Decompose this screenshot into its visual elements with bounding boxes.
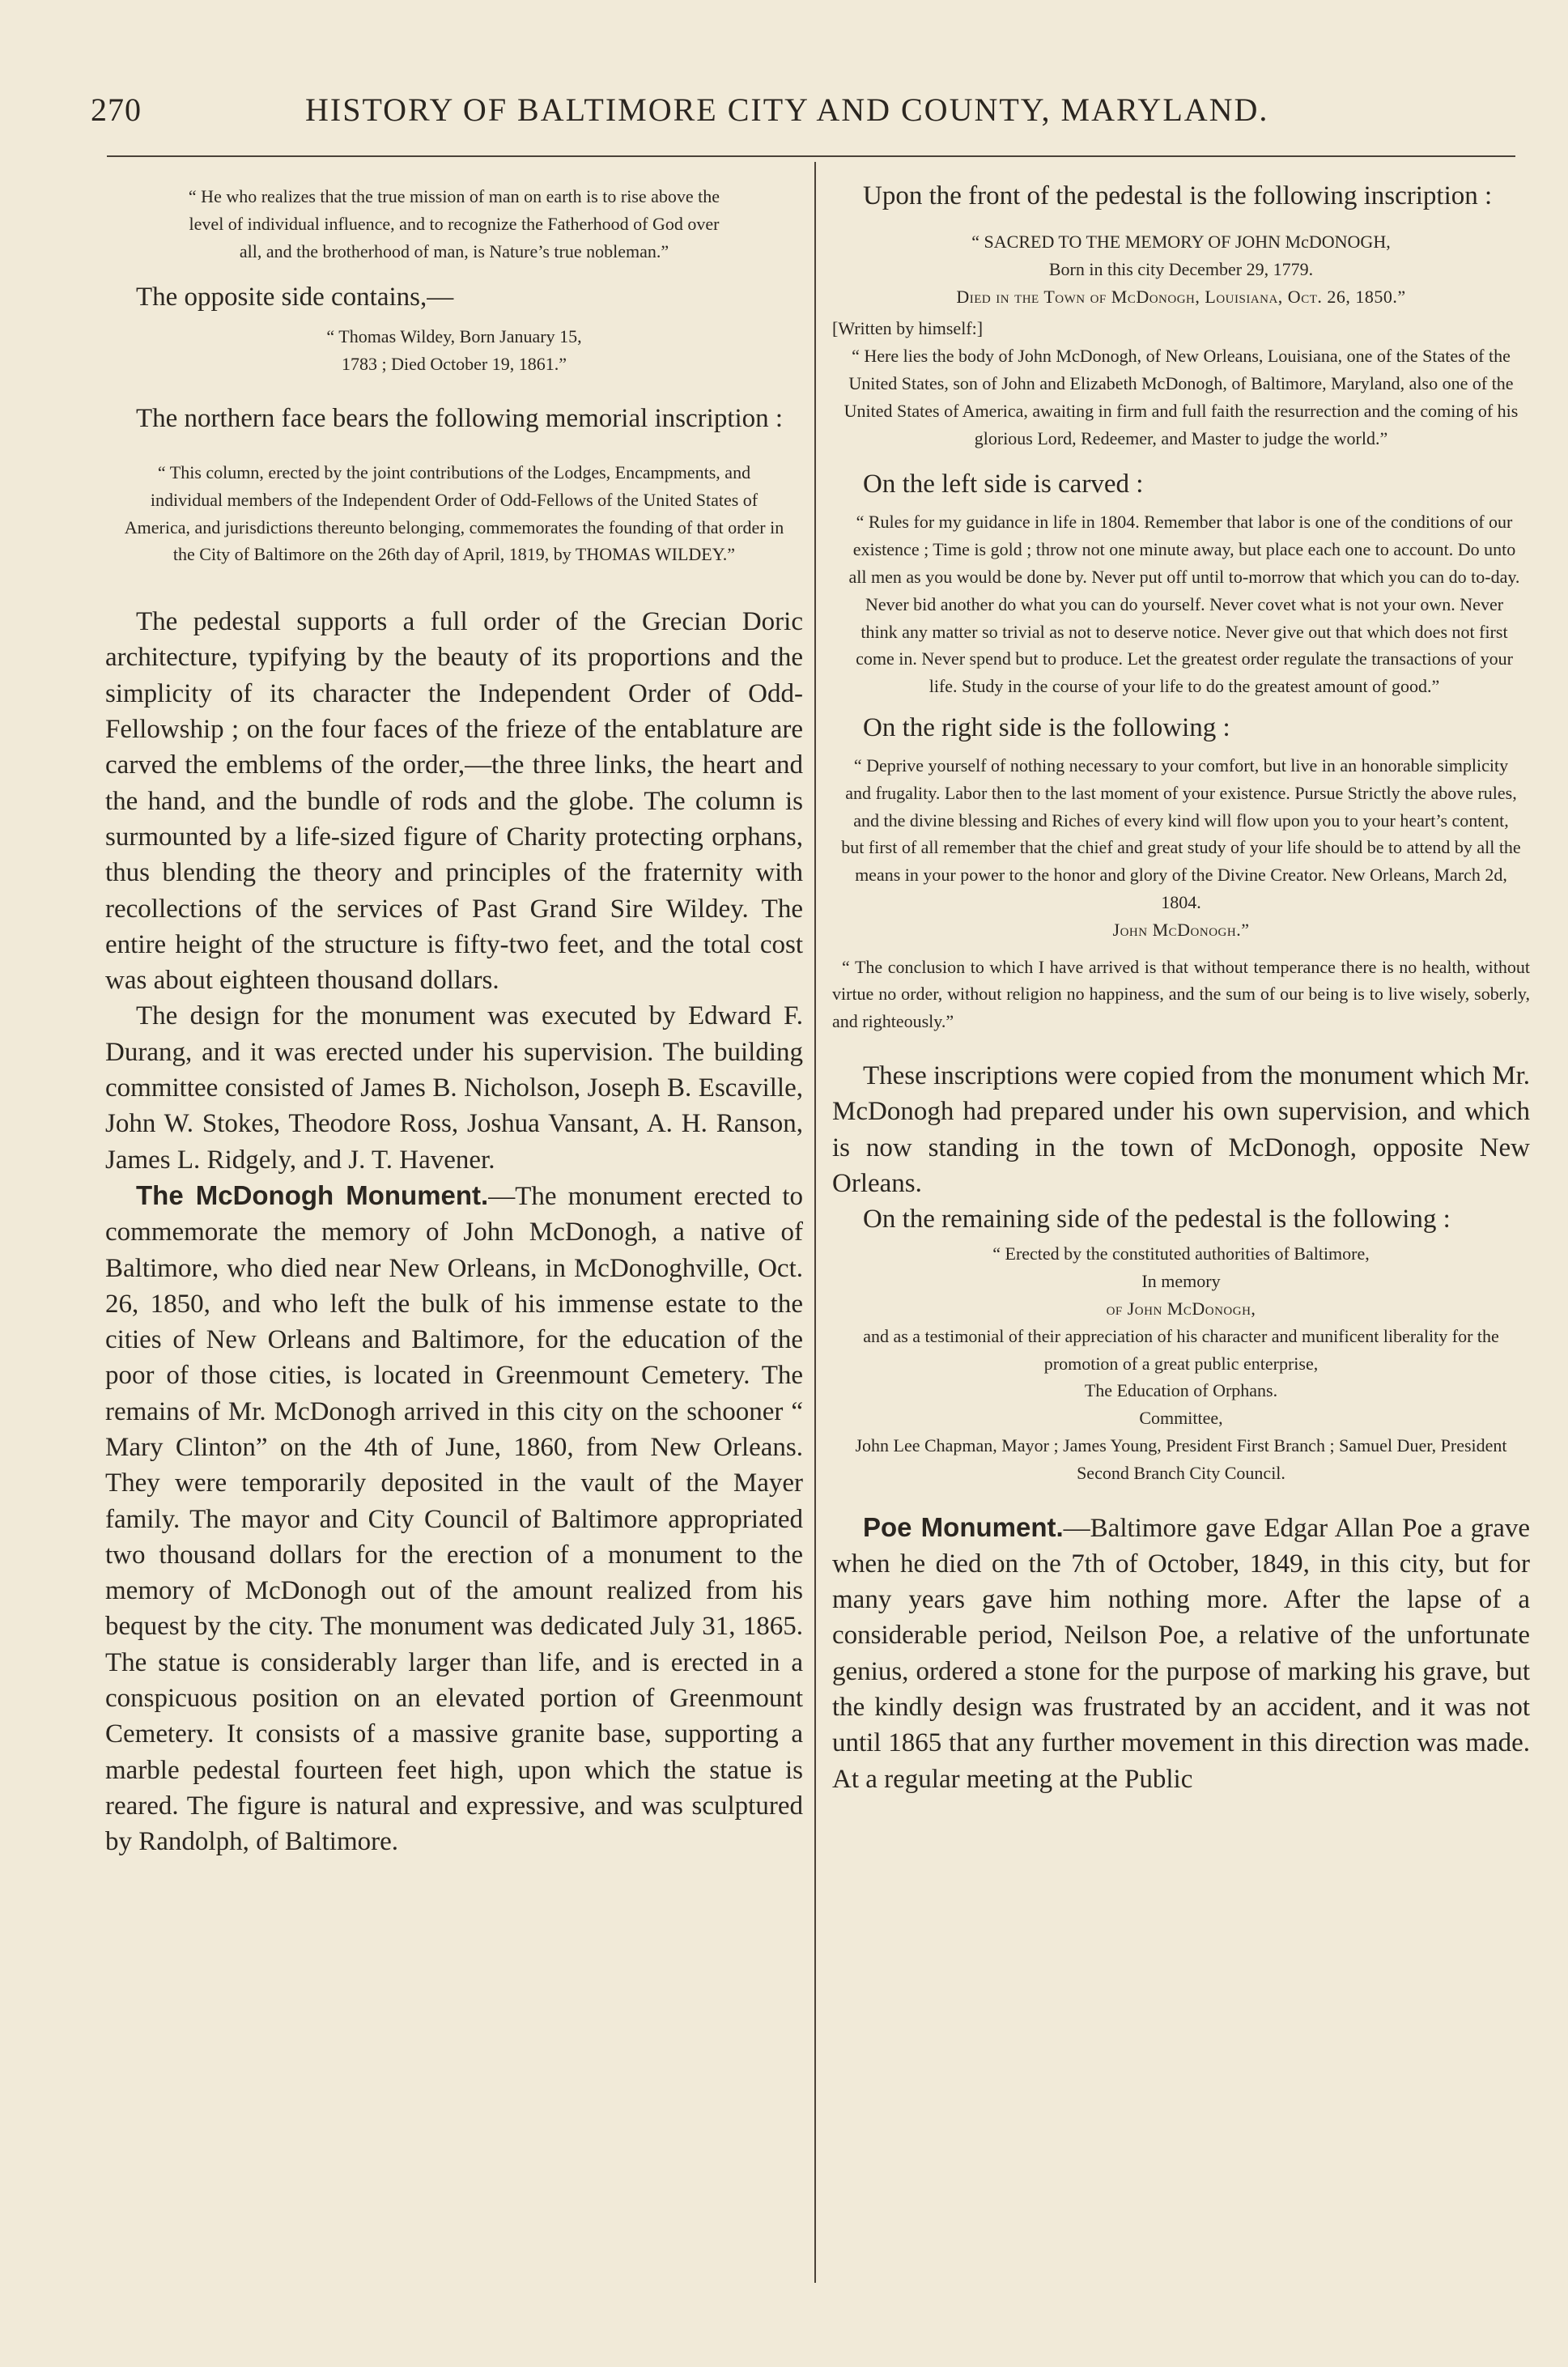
- front-inscription-line3: Died in the Town of McDonogh, Louisiana, Oct. 26, 1850.”: [956, 286, 1406, 307]
- erected-line-3: of John McDonogh,: [1106, 1298, 1256, 1319]
- epitaph: “ Here lies the body of John McDonogh, of New Orleans, Louisiana, one of the States of the United States, son of John and Elizabeth McDonogh, of Baltimore, Maryland, also one of the United States of America, awaiting in firm and full faith the resurrection and the coming of his glorious Lord, Redeemer, and Master to judge the world.”: [843, 346, 1519, 448]
- paragraph-pedestal: The pedestal supports a full order of the Grecian Doric architecture, typifying by the beauty of its proportions and the simplicity of its character the Independent Order of Odd-Fellowship ; on the four faces of the frieze of the entablature are carved the emblems of the order,—the three links, the heart and the hand, and the bundle of rods and the globe. The column is surmounted by a life-sized figure of Charity protecting orphans, thus blending the theory and principles of the fraternity with recollections of the services of Past Grand Sire Wildey. The entire height of the structure is fifty-two feet, and the total cost was about eighteen thousand dollars.: [105, 607, 803, 996]
- column-divider: [814, 162, 816, 2283]
- quote-odd-fellows: “ This column, erected by the joint contributions of the Lodges, Encampments, and individual members of the Independent Order of Odd-Fellows of the United States of America, and jurisdictions thereunto belonging, commemorates the founding of that order in the City of Baltimore on the 26th day of April, 1819, by THOMAS WILDEY.”: [124, 461, 784, 565]
- erected-line-4: and as a testimonial of their appreciation of his character and munificent liberality for the promotion of a great public enterprise,: [863, 1325, 1499, 1374]
- heading-poe-monument: Poe Monument.: [863, 1511, 1064, 1542]
- erected-line-1: “ Erected by the constituted authorities of Baltimore,: [992, 1243, 1370, 1264]
- left-column: [105, 178, 803, 1860]
- front-inscription-line2: Born in this city December 29, 1779.: [1048, 258, 1314, 279]
- header-rule: [107, 155, 1515, 157]
- page-header: [91, 91, 1515, 139]
- paragraph-design: The design for the monument was executed by Edward F. Durang, and it was erected under his supervision. The building committee consisted of James B. Nicholson, Joseph B. Escaville, John W. Stokes, Theodore Ross, Joshua Vansant, A. H. Ranson, James L. Ridgely, and J. T. Havener.: [105, 1001, 803, 1175]
- erected-line-6: Committee,: [1139, 1408, 1223, 1429]
- temperance-conclusion: “ The conclusion to which I have arrived is that without temperance there is no health, without virtue no order, without religion no happiness, and the sum of our being is to live wisely, soberly, and righteously.”: [832, 956, 1530, 1032]
- erected-line-2: In memory: [1141, 1271, 1221, 1292]
- erected-line-7: John Lee Chapman, Mayor ; James Young, President First Branch ; Samuel Duer, President Second Branch City Council.: [855, 1434, 1507, 1483]
- erected-line-5: The Education of Orphans.: [1084, 1380, 1278, 1401]
- page-number: 270: [91, 91, 142, 128]
- intro-front-pedestal: Upon the front of the pedestal is the following inscription :: [863, 181, 1493, 210]
- intro-right-side: On the right side is the following :: [863, 712, 1230, 742]
- paragraph-mcdonogh: [105, 1178, 803, 1860]
- heading-mcdonogh-monument: The McDonogh Monument.: [136, 1179, 489, 1210]
- quote-nobleman: “ He who realizes that the true mission of man on earth is to rise above the level of individual influence, and to recognize the Fatherhood of God over all, and the brotherhood of man, is Nature’s true nobleman.”: [188, 186, 720, 261]
- written-by-himself: [Written by himself:]: [832, 318, 984, 339]
- mcdonogh-text: —The monument erected to commemorate the memory of John McDonogh, a native of Baltimore, who died near New Orleans, in McDonoghville, Oct. 26, 1850, and who left the bulk of his immense estate to the cities of New Orleans and Baltimore, for the education of the poor of those cities, is located in Greenmount Cemetery. The remains of Mr. McDonogh arrived in this city on the schooner “ Mary Clinton” on the 4th of June, 1860, from New Orleans. They were temporarily deposited in the vault of the Mayer family. The mayor and City Council of Baltimore appropriated two thousand dollars for the erection of a monument to the memory of McDonogh out of the amount realized from his bequest by the city. The monument was dedicated July 31, 1865. The statue is considerably larger than life, and is erected in a conspicuous position on an elevated portion of Greenmount Cemetery. It consists of a massive granite base, supporting a marble pedestal fourteen feet high, upon which the statue is reared. The figure is natural and expressive, and was sculptured by Randolph, of Baltimore.: [105, 1181, 803, 1857]
- front-inscription-line1: “ SACRED TO THE MEMORY OF JOHN McDONOGH,: [971, 232, 1391, 252]
- rules-for-guidance: “ Rules for my guidance in life in 1804. Remember that labor is one of the conditions of our existence ; Time is gold ; throw not one minute away, but place each one to account. Do unto all men as you would be done by. Never put off until to-morrow that which you can do to-day. Never bid another do what you can do yourself. Never covet what is not your own. Never think any matter so trivial as not to deserve notice. Never give out that which does not first come in. Never spend but to produce. Let the greatest order regulate the transactions of your life. Study in the course of your life to do the greatest amount of good.”: [848, 512, 1520, 697]
- running-title: HISTORY OF BALTIMORE CITY AND COUNTY, MARYLAND.: [305, 91, 1269, 128]
- paragraph-inscriptions-copied: These inscriptions were copied from the monument which Mr. McDonogh had prepared under his own supervision, and which is now standing in the town of McDonogh, opposite New Orleans.: [832, 1060, 1530, 1198]
- intro-opposite-side: The opposite side contains,—: [136, 283, 454, 312]
- right-column: [832, 178, 1530, 1797]
- intro-remaining-side: On the remaining side of the pedestal is the following :: [863, 1205, 1451, 1234]
- paragraph-poe: [832, 1510, 1530, 1797]
- right-side-signature: John McDonogh.”: [1112, 919, 1250, 940]
- poe-text: —Baltimore gave Edgar Allan Poe a grave when he died on the 7th of October, 1849, in this city, but for many years gave him nothing more. After the lapse of a considerable period, Neilson Poe, a relative of the unfortunate genius, ordered a stone for the purpose of marking his grave, but the kindly design was frustrated by an accident, and it was not until 1865 that any further movement in this direction was made. At a regular meeting at the Public: [832, 1513, 1531, 1794]
- intro-northern-face: The northern face bears the following memorial inscription :: [136, 403, 784, 433]
- quote-wildey: “ Thomas Wildey, Born January 15, 1783 ; Died October 19, 1861.”: [326, 326, 582, 375]
- right-side-quote: “ Deprive yourself of nothing necessary to your comfort, but live in an honorable simplicity and frugality. Labor then to the last moment of your existence. Pursue Strictly the above rules, and the divine blessing and Riches of every kind will flow upon you to your heart’s content, but first of all remember that the chief and great study of your life should be to attend by all the means in your power to the honor and glory of the Divine Creator. New Orleans, March 2d, 1804.: [841, 754, 1521, 912]
- intro-left-side: On the left side is carved :: [863, 470, 1144, 499]
